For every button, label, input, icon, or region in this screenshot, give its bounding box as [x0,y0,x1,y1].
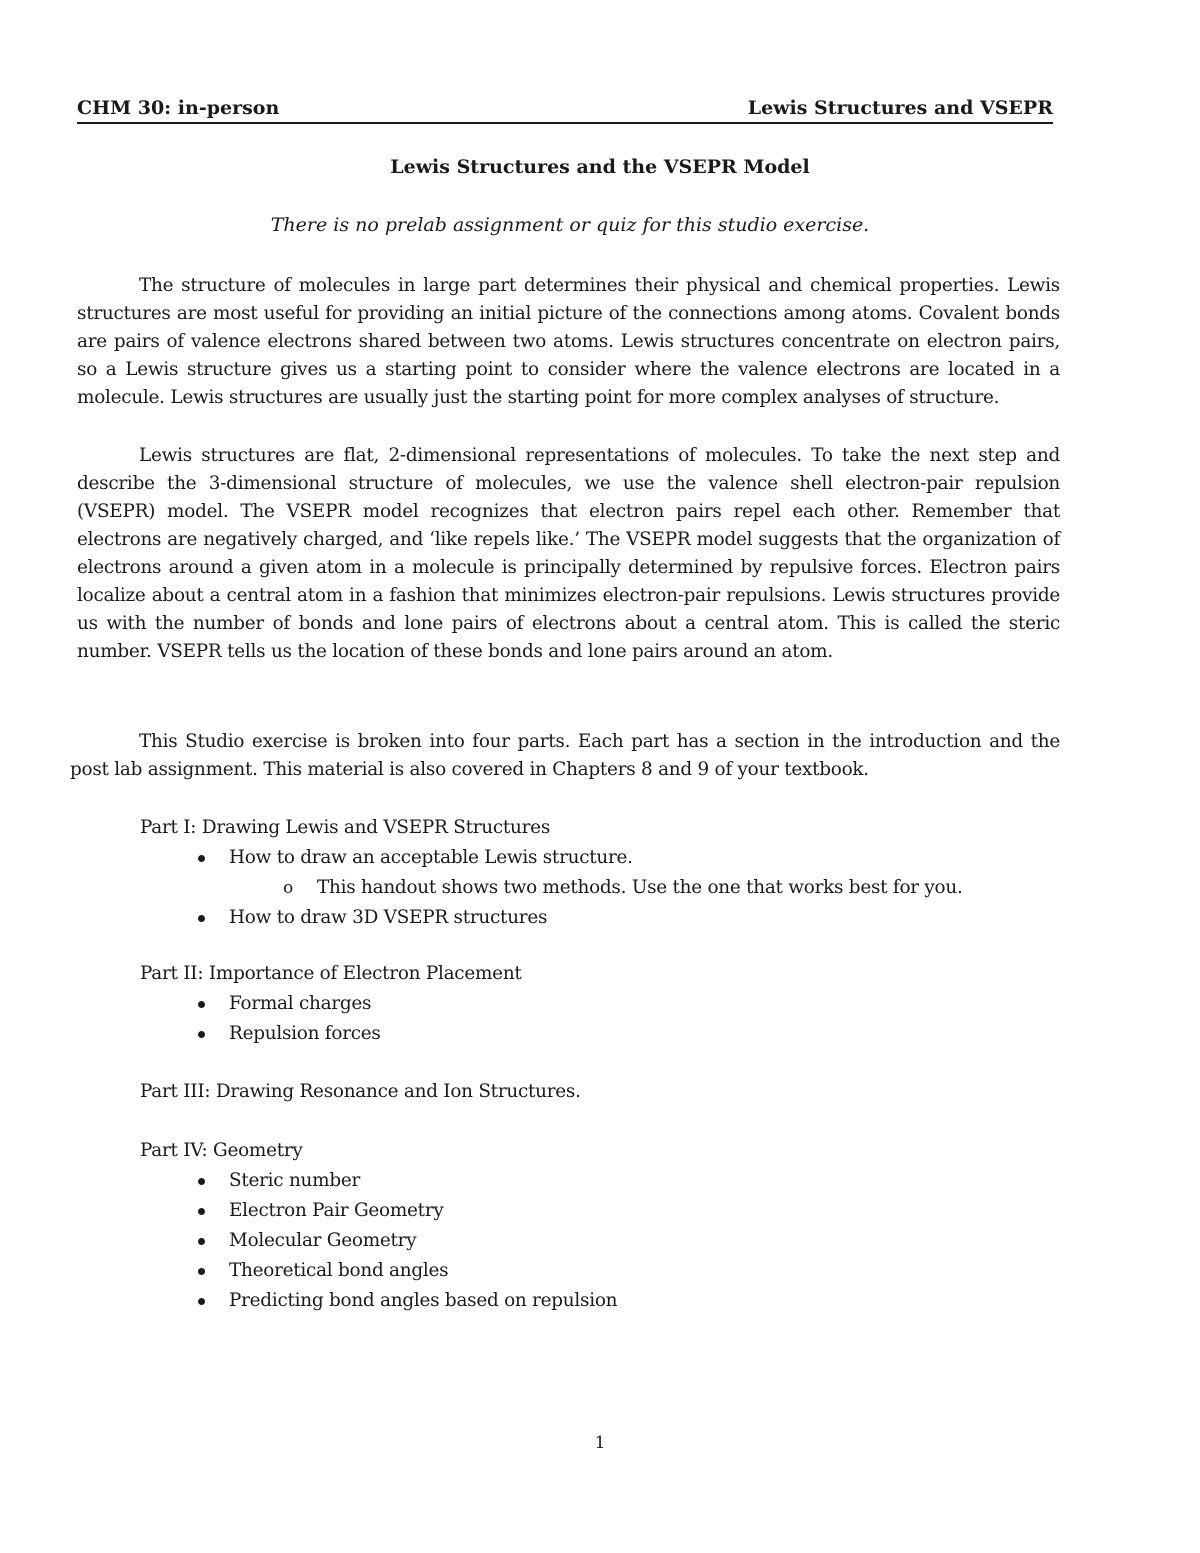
part-1-section [140,813,963,933]
list-item: How to draw 3D VSEPR structures [140,903,963,933]
list-item: Molecular Geometry [140,1226,617,1256]
prelab-note: There is no prelab assignment or quiz for this studio exercise. [270,214,870,236]
part-2-heading: Part II: Importance of Electron Placement [140,963,522,984]
list-item: Electron Pair Geometry [140,1196,617,1226]
paragraph-overview-text: This Studio exercise is broken into four parts. Each part has a section in the introduction and the post lab assignment. This material is also covered in Chapters 8 and 9 of your textbook. [70,731,1060,780]
list-item: Formal charges [140,989,522,1019]
document-title: Lewis Structures and the VSEPR Model [390,156,810,178]
part-3-heading: Part III: Drawing Resonance and Ion Structures. [140,1081,581,1102]
list-item: How to draw an acceptable Lewis structure. [140,843,963,873]
part-1-heading: Part I: Drawing Lewis and VSEPR Structures [140,817,551,838]
part-4-section [140,1136,617,1316]
part-4-list [140,1166,617,1316]
list-subitem: o This handout shows two methods. Use the one that works best for you. [140,873,963,903]
header-course: CHM 30: in-person [77,97,280,119]
page-number: 1 [594,1433,606,1453]
list-item: Theoretical bond angles [140,1256,617,1286]
list-item: Predicting bond angles based on repulsion [140,1286,617,1316]
paragraph-overview [70,728,1060,784]
list-item: Repulsion forces [140,1019,522,1049]
part-3-section [140,1077,581,1107]
header-topic: Lewis Structures and VSEPR [747,97,1053,119]
part-1-list [140,843,963,933]
paragraph-intro-text: The structure of molecules in large part determines their physical and chemical properties. Lewis structures are most useful for providing an initial picture of the connections among atoms. Covalent bonds are pairs of valence electrons shared between two atoms. Lewis structures concentrate on electron pairs, so a Lewis structure gives us a starting point to consider where the valence electrons are located in a molecule. Lewis structures are usually just the starting point for more complex analyses of structure. [77,275,1060,408]
list-item: Steric number [140,1166,617,1196]
paragraph-intro [77,272,1060,412]
paragraph-vsepr [77,442,1060,666]
part-4-heading: Part IV: Geometry [140,1140,303,1161]
page-header [77,94,1053,124]
part-2-section [140,959,522,1049]
paragraph-vsepr-text: Lewis structures are flat, 2-dimensional representations of molecules. To take the next step and describe the 3-dimensional structure of molecules, we use the valence shell electron-pair repulsion (VSEPR) model. The VSEPR model recognizes that electron pairs repel each other. Remember that electrons are negatively charged, and ‘like repels like.’ The VSEPR model suggests that the organization of electrons around a given atom in a molecule is principally determined by repulsive forces. Electron pairs localize about a central atom in a fashion that minimizes electron-pair repulsions. Lewis structures provide us with the number of bonds and lone pairs of electrons about a central atom. This is called the steric number. VSEPR tells us the location of these bonds and lone pairs around an atom. [77,445,1060,662]
part-2-list [140,989,522,1049]
